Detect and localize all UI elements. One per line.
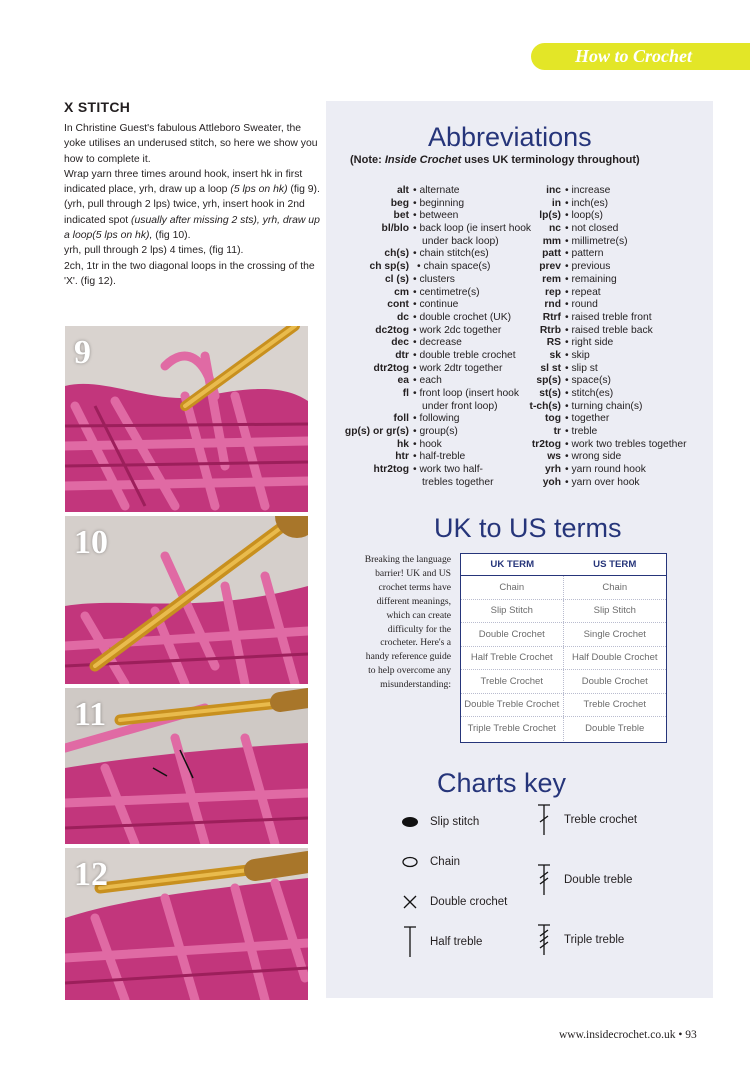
abbr-row: t-ch(s) • turning chain(s) (529, 400, 643, 412)
abbr-row: RS • right side (546, 337, 614, 349)
table-header (461, 554, 666, 576)
abbr-row: fl • front loop (insert hook (402, 388, 520, 399)
key-slip-stitch: Slip stitch (398, 810, 479, 834)
step-photo-9 (65, 326, 308, 512)
abbr-row: mm • millimetre(s) (542, 235, 628, 247)
x-stitch-instructions (64, 121, 320, 289)
abbr-row: rep • repeat (544, 286, 601, 298)
abbr-row: under back loop) (422, 235, 499, 247)
x-stitch-step-3: yrh, pull through 2 lps) 4 times, (fig 11). (64, 245, 244, 257)
section-banner (531, 43, 750, 70)
step-photo-10 (65, 516, 308, 684)
abbr-row: cl (s) • clusters (384, 273, 455, 285)
abbr-row: sl st • slip st (540, 362, 598, 374)
abbr-row: ch(s) • chain stitch(es) (384, 248, 489, 260)
abbr-row: tr • treble (553, 426, 598, 438)
abbr-row: yoh • yarn over hook (542, 476, 640, 488)
abbr-row: dtr2tog • work 2dtr together (373, 362, 503, 374)
step-photo-11 (65, 688, 308, 844)
slip-stitch-icon (398, 810, 422, 834)
x-stitch-step-2: (yrh, pull through 2 lps) twice, yrh, insert hook in 2nd indicated spot (usually after missing 2 sts), yrh, draw up a loop(5 lps on hk), (fig 10). (64, 199, 320, 242)
abbr-row: Rtrf • raised treble front (542, 311, 652, 323)
abbr-row: tog • together (544, 413, 610, 425)
table-row: Triple Treble Crochet Double Treble (461, 717, 666, 741)
abbr-row: hk • hook (396, 438, 442, 450)
abbr-row: trebles together (422, 476, 494, 488)
abbr-row: prev • previous (539, 261, 611, 273)
abbr-row: ea • each (397, 375, 442, 387)
abbr-row: yrh • yarn round hook (544, 464, 646, 476)
treble-crochet-icon (532, 802, 556, 838)
key-chain: Chain (398, 850, 460, 874)
key-double-treble: Double treble (532, 862, 632, 898)
header-uk-term: UK TERM (490, 559, 535, 570)
key-half-treble: Half treble (398, 924, 482, 960)
photo-number-11: 11 (74, 696, 107, 733)
table-row: Double Crochet Single Crochet (461, 623, 666, 647)
table-row: Half Treble Crochet Half Double Crochet (461, 647, 666, 671)
abbr-row: rem • remaining (542, 273, 617, 285)
key-treble-crochet: Treble crochet (532, 802, 637, 838)
abbr-row: inc • increase (546, 185, 611, 196)
abbr-row: cm • centimetre(s) (394, 286, 480, 298)
photo-number-10: 10 (74, 524, 108, 561)
banner-label: How to Crochet (575, 46, 693, 66)
header-us-term: US TERM (593, 559, 637, 570)
abbr-row: bet • between (393, 210, 459, 222)
abbr-row: dtr • double treble crochet (395, 349, 516, 361)
abbr-row: patt • pattern (542, 248, 604, 260)
double-treble-icon (532, 862, 556, 898)
abbr-row: bl/blo • back loop (ie insert hook (381, 223, 532, 235)
abbr-row: ch sp(s) • chain space(s) (369, 261, 491, 273)
abbr-row: cont • continue (387, 299, 459, 311)
uk-us-table (460, 553, 667, 743)
x-stitch-intro: In Christine Guest's fabulous Attleboro Sweater, the yoke utilises an underused stitch, so here we show you how to complete it. (64, 123, 318, 165)
abbreviations-note: (Note: Inside Crochet uses UK terminology throughout) (350, 154, 640, 166)
table-row: Double Treble Crochet Treble Crochet (461, 694, 666, 718)
abbr-row: st(s) • stitch(es) (539, 388, 614, 399)
abbr-row: alt • alternate (396, 185, 460, 196)
x-stitch-title: X STITCH (64, 99, 131, 115)
x-stitch-step-4: 2ch, 1tr in the two diagonal loops in the crossing of the 'X'. (fig 12). (64, 260, 315, 287)
key-double-crochet: Double crochet (398, 890, 507, 914)
abbr-row: rnd • round (544, 299, 598, 311)
abbr-row: in • inch(es) (551, 197, 609, 209)
abbr-row: dc • double crochet (UK) (396, 311, 512, 323)
abbreviations-title: Abbreviations (428, 122, 592, 152)
abbr-row: htr2tog • work two half- (373, 464, 483, 476)
charts-key-title: Charts key (437, 768, 567, 798)
abbr-row: lp(s) • loop(s) (539, 210, 603, 222)
table-row: Slip Stitch Slip Stitch (461, 600, 666, 624)
photo-number-9: 9 (74, 334, 91, 371)
table-row: Treble Crochet Double Crochet (461, 670, 666, 694)
abbr-row: foll • following (393, 413, 460, 425)
half-treble-icon (398, 924, 422, 960)
uk-us-title: UK to US terms (434, 513, 622, 543)
chain-icon (398, 850, 422, 874)
table-row: Chain Chain (461, 576, 666, 600)
abbreviations-left-column (330, 185, 531, 490)
abbr-row: tr2tog • work two trebles together (531, 438, 687, 450)
abbr-row: Rtrb • raised treble back (539, 324, 653, 336)
key-triple-treble: Triple treble (532, 922, 624, 958)
abbr-row: htr • half-treble (395, 451, 466, 463)
abbr-row: beg • beginning (390, 197, 465, 209)
abbr-row: sk • skip (549, 349, 590, 361)
double-crochet-icon (398, 890, 422, 914)
abbr-row: dec • decrease (391, 337, 462, 349)
step-photo-12 (65, 848, 308, 1000)
abbr-row: dc2tog • work 2dc together (375, 324, 502, 336)
abbreviations-right-column (514, 185, 687, 490)
uk-us-intro: Breaking the language barrier! UK and US crochet terms have different meanings, which can create difficulty for the crocheter. Here's a handy reference guide to help overcome any misunderstanding: (364, 554, 451, 691)
photo-number-12: 12 (74, 856, 108, 893)
triple-treble-icon (532, 922, 556, 958)
abbr-row: under front loop) (422, 400, 498, 412)
abbr-row: sp(s) • space(s) (536, 375, 611, 387)
abbr-row: nc • not closed (548, 223, 619, 235)
x-stitch-step-1: Wrap yarn three times around hook, insert hk in first indicated place, yrh, draw up a loop (5 lps on hk) (fig 9). (64, 168, 320, 196)
abbr-row: ws • wrong side (547, 451, 622, 463)
page-footer: www.insidecrochet.co.uk • 93 (559, 1029, 697, 1041)
abbr-row: gp(s) or gr(s) • group(s) (344, 426, 458, 438)
